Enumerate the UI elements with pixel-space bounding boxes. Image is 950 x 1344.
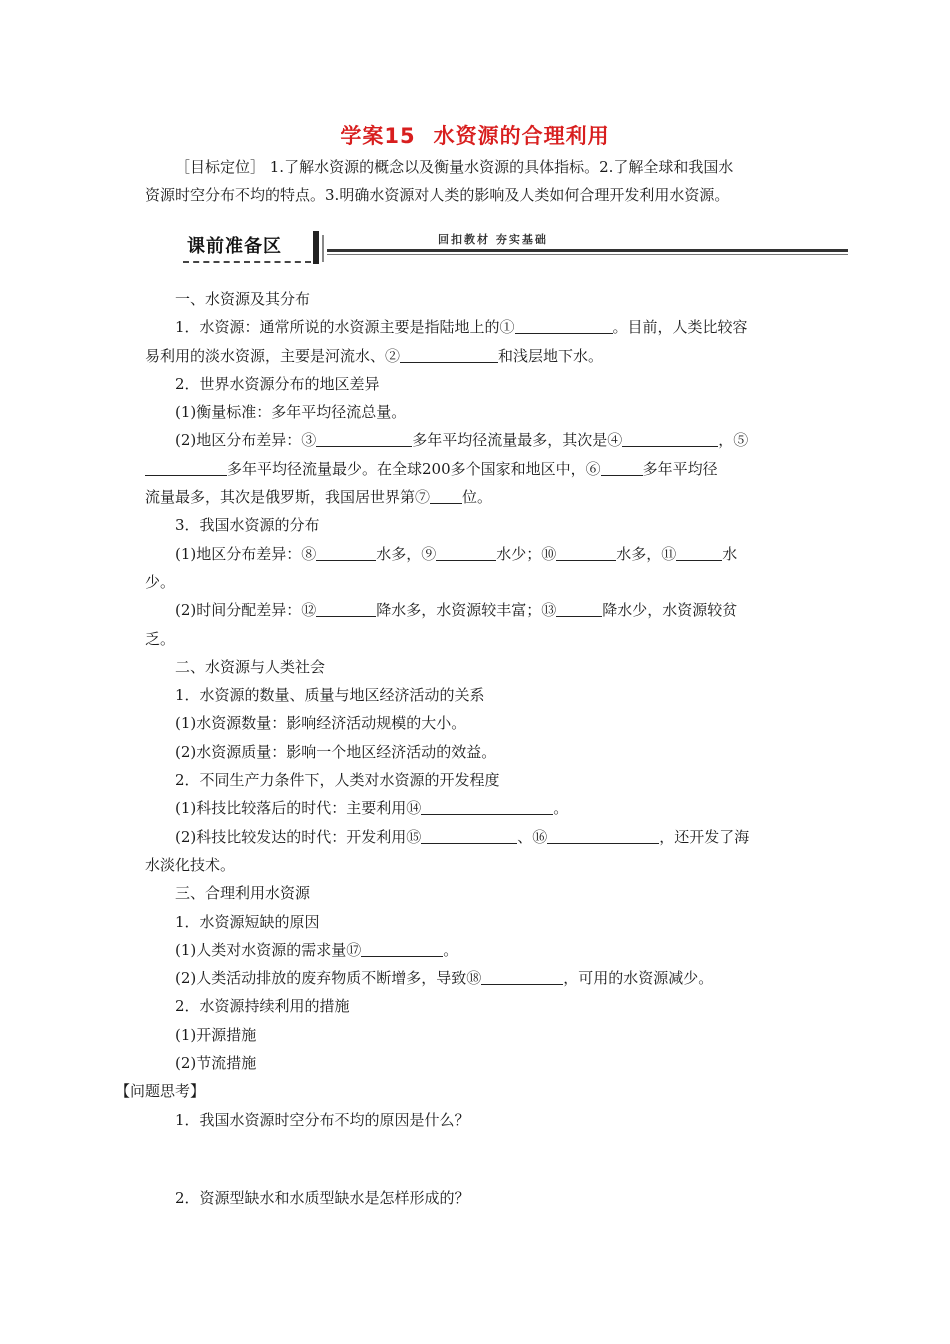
sec3-p2: 2．水资源持续利用的措施: [175, 997, 350, 1016]
blank-8[interactable]: [316, 543, 376, 561]
banner-rule-thick: [327, 249, 848, 252]
sec1-p2d1: 流量最多，其次是俄罗斯，我国居世界第⑦: [145, 488, 431, 507]
sec3-p1b2: ，可用的水资源减少。: [563, 969, 714, 988]
blank-4[interactable]: [622, 429, 718, 447]
sec1-p3a5: 水: [722, 544, 738, 563]
sec1-p1-line2: [145, 342, 810, 370]
sec2-p2b: [145, 823, 810, 851]
sec1-p2b2: 多年平均径流量最多，其次是④: [412, 431, 623, 450]
sec3-p2a: (1)开源措施: [175, 1025, 257, 1044]
blank-18[interactable]: [481, 967, 563, 985]
sec2-p2a1: (1)科技比较落后的时代：主要利用⑭: [175, 799, 422, 818]
objective-line-1: ［目标定位］ 1.了解水资源的概念以及衡量水资源的具体指标。2.了解全球和我国水: [175, 158, 734, 176]
question-1: 1．我国水资源时空分布不均的原因是什么？: [175, 1110, 470, 1129]
sec1-p2a: (1)衡量标准：多年平均径流总量。: [175, 403, 407, 422]
sec1-p2: 2．世界水资源分布的地区差异: [175, 374, 380, 393]
sec1-p2c: [145, 455, 810, 483]
sec1-p2d: [145, 483, 810, 511]
page-title: [0, 120, 950, 150]
blank-15[interactable]: [421, 826, 517, 844]
sec1-p2b3: ，⑤: [718, 431, 749, 450]
sec1-p1a: 1．水资源：通常所说的水资源主要是指陆地上的①: [175, 318, 515, 337]
sec1-p3a1: (1)地区分布差异：⑧: [175, 544, 317, 563]
sec3-p1a2: 。: [443, 940, 459, 959]
sec1-p1d: 和浅层地下水。: [498, 346, 604, 365]
sec1-p3b2: 降水多，水资源较丰富；⑬: [376, 601, 557, 620]
banner-rule-thin: [327, 254, 848, 255]
sec2-p2b2: 、⑯: [517, 827, 548, 846]
sec1-p3b4: 乏。: [145, 629, 176, 648]
sec1-p3: 3．我国水资源的分布: [175, 516, 320, 535]
sec3-p1b: [145, 964, 810, 992]
sec2-p1b: (2)水资源质量：影响一个地区经济活动的效益。: [175, 742, 497, 761]
sec1-p2b: [145, 426, 810, 454]
sec1-p2d2: 位。: [462, 488, 493, 507]
blank-13[interactable]: [556, 599, 602, 617]
banner-dash-underline: [183, 261, 311, 263]
blank-9[interactable]: [436, 543, 496, 561]
sec1-p1b: 。目前，人类比较容: [612, 318, 748, 337]
sec1-p3b: [145, 596, 810, 624]
blank-6[interactable]: [601, 458, 643, 476]
sec1-p3a4: 水多，⑪: [616, 544, 677, 563]
sec1-p3a2: 水多，⑨: [376, 544, 437, 563]
title-main: 水资源的合理利用: [433, 124, 610, 148]
objective-line-2: 资源时空分布不均的特点。3.明确水资源对人类的影响及人类如何合理开发利用水资源。: [145, 186, 730, 204]
banner-divider-bar: [313, 231, 319, 264]
section-2-heading: 二、水资源与人类社会: [175, 657, 326, 676]
question-2: 2．资源型缺水和水质型缺水是怎样形成的？: [175, 1188, 470, 1207]
sec1-p2b1: (2)地区分布差异：③: [175, 431, 317, 450]
section-1-heading: 一、水资源及其分布: [175, 290, 311, 308]
sec2-p2a: [145, 794, 810, 822]
sec2-p2a2: 。: [553, 799, 569, 818]
sec1-p1c: 易利用的淡水资源，主要是河流水、②: [145, 346, 401, 365]
blank-14[interactable]: [421, 797, 553, 815]
sec1-p3b1: (2)时间分配差异：⑫: [175, 601, 317, 620]
sec2-p2: 2．不同生产力条件下，人类对水资源的开发程度: [175, 771, 500, 790]
blank-2[interactable]: [400, 345, 498, 363]
blank-7[interactable]: [430, 486, 462, 504]
sec1-p3a6: 少。: [145, 572, 176, 591]
blank-16[interactable]: [547, 826, 659, 844]
section-banner: [183, 231, 848, 267]
sec1-p3a3: 水少；⑩: [496, 544, 557, 563]
banner-label: 课前准备区: [187, 236, 282, 257]
sec3-p1a: [145, 936, 810, 964]
banner-subtitle: 回扣教材 夯实基础: [438, 233, 548, 246]
sec3-p1: 1．水资源短缺的原因: [175, 912, 320, 931]
sec2-p2b4: 水淡化技术。: [145, 855, 236, 874]
section-3-heading: 三、合理利用水资源: [175, 884, 311, 903]
sec1-p1-line1: [145, 313, 810, 341]
sec1-p2c1: 多年平均径流量最少。在全球200多个国家和地区中，⑥: [227, 459, 601, 478]
sec3-p1b1: (2)人类活动排放的废弃物质不断增多，导致⑱: [175, 969, 482, 988]
sec1-p2c2: 多年平均径: [642, 459, 718, 478]
blank-17[interactable]: [361, 939, 443, 957]
think-heading: 【问题思考】: [115, 1082, 206, 1101]
objective-paragraph: [145, 153, 807, 209]
sec1-p3a: [145, 540, 810, 568]
sec2-p2b3: ，还开发了海: [659, 827, 750, 846]
sec2-p2b1: (2)科技比较发达的时代：开发利用⑮: [175, 827, 422, 846]
sec2-p1: 1．水资源的数量、质量与地区经济活动的关系: [175, 686, 485, 705]
worksheet-body: [115, 285, 810, 1212]
blank-1[interactable]: [515, 316, 613, 334]
sec3-p1a1: (1)人类对水资源的需求量⑰: [175, 940, 362, 959]
blank-11[interactable]: [676, 543, 722, 561]
blank-3[interactable]: [316, 429, 412, 447]
blank-10[interactable]: [556, 543, 616, 561]
sec1-p3b3: 降水少，水资源较贫: [602, 601, 738, 620]
banner-divider-thin: [322, 235, 324, 262]
sec3-p2b: (2)节流措施: [175, 1054, 257, 1073]
title-prefix: 学案15: [340, 124, 416, 148]
sec2-p1a: (1)水资源数量：影响经济活动规模的大小。: [175, 714, 467, 733]
blank-5[interactable]: [145, 458, 227, 476]
blank-12[interactable]: [316, 599, 376, 617]
